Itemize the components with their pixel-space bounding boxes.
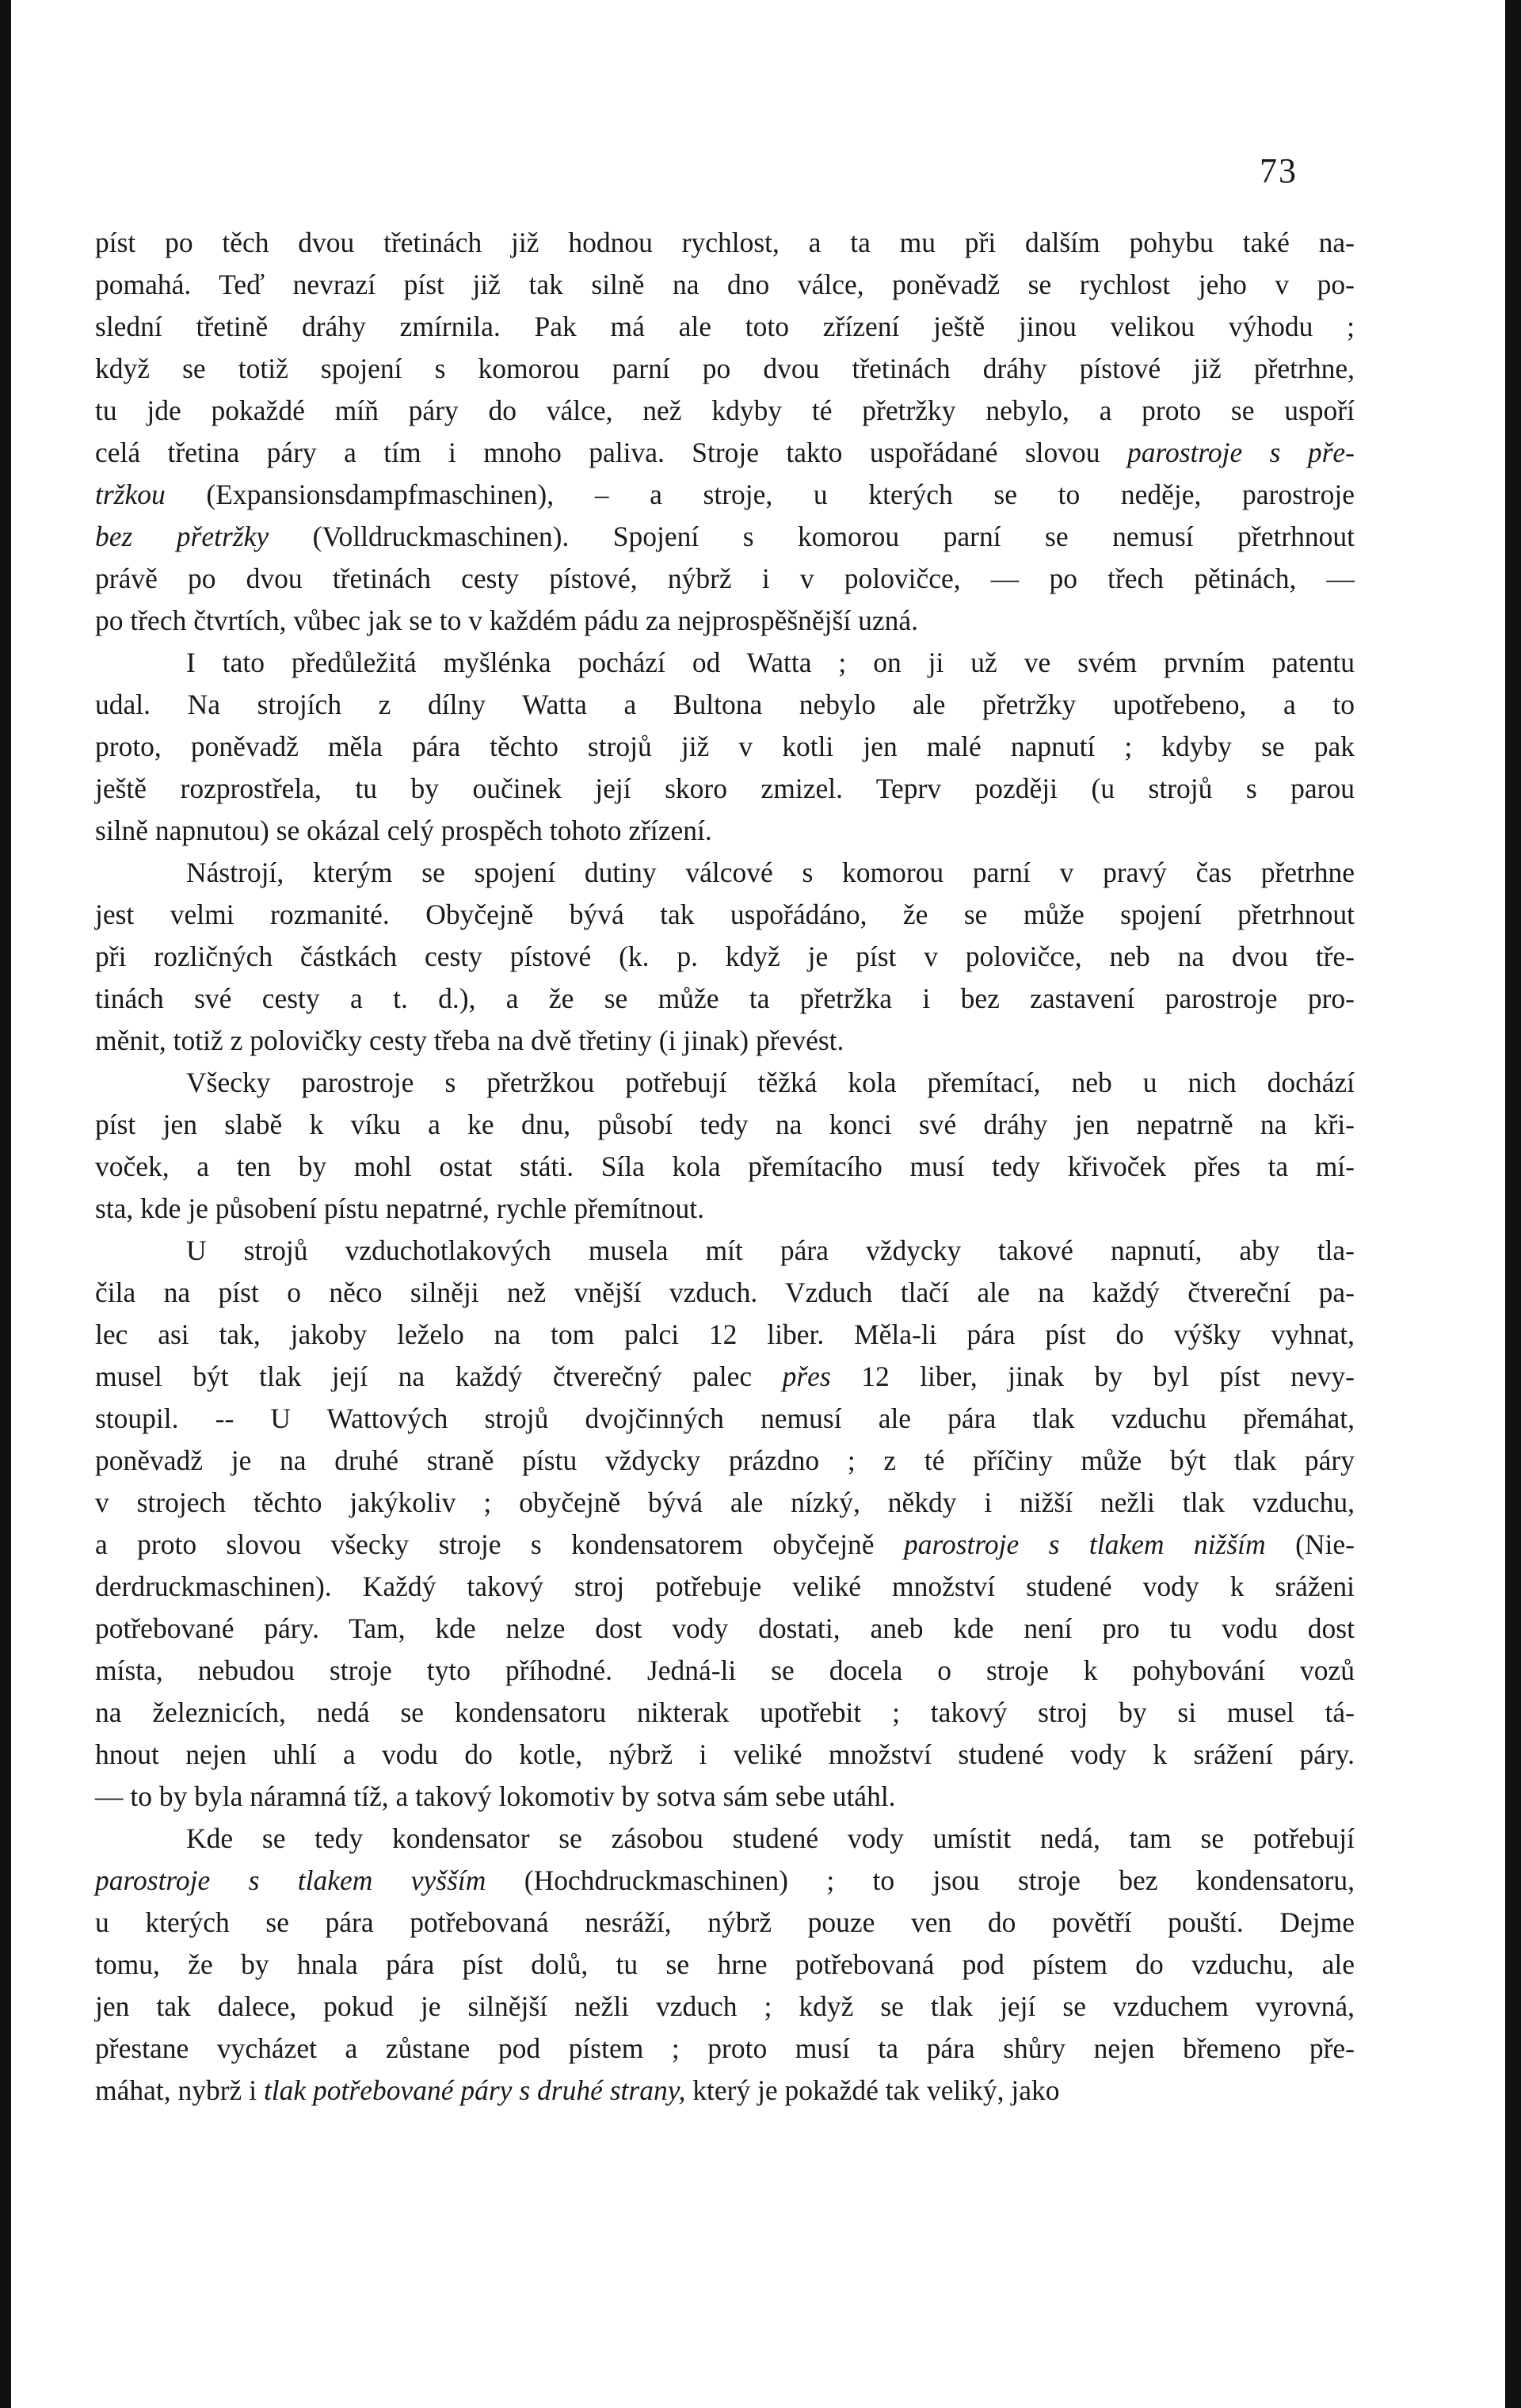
text-run: I tato předůležitá myšlénka pochází od Watta ; on ji už ve svém prvním patentu [186, 647, 1355, 678]
text-line [95, 1734, 1355, 1776]
text-run: hnout nejen uhlí a vodu do kotle, nýbrž i veliké množství studené vody k srážení páry. [95, 1738, 1355, 1770]
text-run: v strojech těchto jakýkoliv ; obyčejně bývá ale nízký, někdy i nižší nežli tlak vzduchu, [95, 1486, 1355, 1518]
text-line [95, 1188, 1355, 1230]
text-line [95, 978, 1355, 1020]
text-line [95, 1062, 1355, 1104]
text-run: (Volldruckmaschinen). Spojení s komorou parní se nemusí přetrhnout [269, 521, 1355, 552]
text-line [95, 1482, 1355, 1524]
text-line [95, 1398, 1355, 1440]
text-run: máhat, nybrž i [95, 2074, 264, 2106]
text-run: proto, poněvadž měla pára těchto strojů již v kotli jen malé napnutí ; kdyby se pak [95, 731, 1355, 762]
text-line [95, 474, 1355, 516]
text-line [95, 516, 1355, 558]
text-run: ještě rozprostřela, tu by oučinek její skoro zmizel. Teprv později (u strojů s parou [95, 773, 1355, 804]
italic-term: parostroje s tlakem nižším [903, 1528, 1266, 1560]
text-run: po třech čtvrtích, vůbec jak se to v každém pádu za nejprospěšnější uzná. [95, 605, 918, 636]
text-line [95, 768, 1355, 810]
text-line [95, 1608, 1355, 1650]
text-line [95, 1146, 1355, 1188]
text-run: — to by byla náramná tíž, a takový lokomotiv by sotva sám sebe utáhl. [95, 1780, 896, 1812]
text-run: voček, a ten by mohl ostat státi. Síla kola přemítacího musí tedy křivoček přes ta mí- [95, 1151, 1355, 1182]
text-line [95, 1272, 1355, 1314]
text-run: (Hochdruckmaschinen) ; to jsou stroje bez kondensatoru, [486, 1864, 1355, 1896]
text-run: U strojů vzduchotlakových musela mít pára vždycky takové napnutí, aby tla- [186, 1235, 1355, 1266]
text-run: slední třetině dráhy zmírnila. Pak má ale toto zřízení ještě jinou velikou výhodu ; [95, 311, 1355, 342]
text-line [95, 1650, 1355, 1692]
text-line [95, 642, 1355, 684]
text-run: píst jen slabě k víku a ke dnu, působí tedy na konci své dráhy jen nepatrně na kři- [95, 1109, 1355, 1140]
text-run: na železnicích, nedá se kondensatoru nikterak upotřebit ; takový stroj by si musel tá- [95, 1696, 1355, 1728]
text-run: lec asi tak, jakoby leželo na tom palci 12 liber. Měla-li pára píst do výšky vyhnat, [95, 1318, 1355, 1350]
text-line [95, 558, 1355, 600]
text-line [95, 306, 1355, 348]
text-run: tinách své cesty a t. d.), a že se může ta přetržka i bez zastavení parostroje pro- [95, 983, 1355, 1014]
text-run: silně napnutou) se okázal celý prospěch tohoto zřízení. [95, 815, 712, 846]
text-line [95, 390, 1355, 432]
text-run: derdruckmaschinen). Každý takový stroj potřebuje veliké množství studené vody k sráženi [95, 1570, 1355, 1602]
text-run: tu jde pokaždé míň páry do válce, než kdyby té přetržky nebylo, a proto se uspoří [95, 395, 1355, 426]
text-run: pomahá. Teď nevrazí píst již tak silně na dno válce, poněvadž se rychlost jeho v po- [95, 269, 1355, 300]
text-run: (Expansionsdampfmaschinen), – a stroje, u kterých se to neděje, parostroje [165, 479, 1355, 510]
text-line [95, 1860, 1355, 1902]
text-run: Všecky parostroje s přetržkou potřebují těžká kola přemítací, neb u nich dochází [186, 1067, 1355, 1098]
text-run: tomu, že by hnala pára píst dolů, tu se hrne potřebovaná pod pístem do vzduchu, ale [95, 1948, 1355, 1980]
text-line [95, 348, 1355, 390]
text-line [95, 1356, 1355, 1398]
text-line [95, 1020, 1355, 1062]
text-line [95, 1944, 1355, 1986]
text-line [95, 1566, 1355, 1608]
text-run: přestane vycházet a zůstane pod pístem ; proto musí ta pára shůry nejen břemeno pře- [95, 2032, 1355, 2064]
text-run: udal. Na strojích z dílny Watta a Bultona nebylo ale přetržky upotřebeno, a to [95, 689, 1355, 720]
text-line [95, 1818, 1355, 1860]
text-line [95, 600, 1355, 642]
text-line [95, 1524, 1355, 1566]
page-number: 73 [1260, 151, 1298, 190]
text-line [95, 936, 1355, 978]
text-run: poněvadž je na druhé straně pístu vždycky prázdno ; z té příčiny může být tlak páry [95, 1444, 1355, 1476]
text-run: 12 liber, jinak by byl píst nevy- [830, 1360, 1355, 1392]
italic-term: tlak potřebované páry s druhé strany, [263, 2074, 686, 2106]
body-text [95, 222, 1355, 2112]
text-run: (Nie- [1265, 1528, 1355, 1560]
text-run: čila na píst o něco silněji než vnější vzduch. Vzduch tlačí ale na každý čtvereční pa- [95, 1277, 1355, 1308]
text-line [95, 432, 1355, 474]
text-run: píst po těch dvou třetinách již hodnou rychlost, a ta mu při dalším pohybu také na- [95, 227, 1355, 258]
text-line [95, 1776, 1355, 1818]
text-run: při rozličných částkách cesty pístové (k. p. když je píst v polovičce, neb na dvou tře- [95, 941, 1355, 972]
text-run: měnit, totiž z polovičky cesty třeba na dvě třetiny (i jinak) převést. [95, 1025, 844, 1056]
text-line [95, 1692, 1355, 1734]
text-run: u kterých se pára potřebovaná nesráží, nýbrž pouze ven do povětří pouští. Dejme [95, 1906, 1355, 1938]
italic-term: parostroje s pře- [1126, 437, 1355, 468]
text-run: a proto slovou všecky stroje s kondensatorem obyčejně [95, 1528, 904, 1560]
text-run: musel být tlak její na každý čtverečný palec [95, 1360, 783, 1392]
text-line [95, 810, 1355, 852]
text-line [95, 1902, 1355, 1944]
italic-term: přes [782, 1360, 831, 1392]
text-line [95, 222, 1355, 264]
text-line [95, 1230, 1355, 1272]
text-run: právě po dvou třetinách cesty pístové, nýbrž i v polovičce, — po třech pětinách, — [95, 563, 1355, 594]
text-run: jest velmi rozmanité. Obyčejně bývá tak uspořádáno, že se může spojení přetrhnout [95, 899, 1355, 930]
text-line [95, 894, 1355, 936]
scan-border-right [1505, 0, 1521, 2408]
text-run: který je pokaždé tak veliký, jako [685, 2074, 1060, 2106]
text-run: stoupil. -- U Wattových strojů dvojčinných nemusí ale pára tlak vzduchu přemáhat, [95, 1402, 1355, 1434]
italic-term: bez přetržky [95, 521, 269, 552]
text-line [95, 1314, 1355, 1356]
text-run: celá třetina páry a tím i mnoho paliva. Stroje takto uspořádané slovou [95, 437, 1127, 468]
text-line [95, 726, 1355, 768]
italic-term: parostroje s tlakem vyšším [95, 1864, 486, 1896]
text-line [95, 1440, 1355, 1482]
text-line [95, 684, 1355, 726]
text-line [95, 1986, 1355, 2028]
text-run: místa, nebudou stroje tyto příhodné. Jedná-li se docela o stroje k pohybování vozů [95, 1654, 1355, 1686]
text-run: sta, kde je působení pístu nepatrné, rychle přemítnout. [95, 1193, 704, 1224]
text-run: jen tak dalece, pokud je silnější nežli vzduch ; když se tlak její se vzduchem vyrovná, [95, 1990, 1355, 2022]
text-run: Kde se tedy kondensator se zásobou studené vody umístit nedá, tam se potřebují [186, 1822, 1355, 1854]
text-line [95, 264, 1355, 306]
text-run: potřebované páry. Tam, kde nelze dost vody dostati, aneb kde není pro tu vodu dost [95, 1612, 1355, 1644]
text-line [95, 2070, 1355, 2112]
italic-term: tržkou [95, 479, 166, 510]
text-line [95, 2028, 1355, 2070]
text-line [95, 1104, 1355, 1146]
text-line [95, 852, 1355, 894]
text-run: Nástrojí, kterým se spojení dutiny válcové s komorou parní v pravý čas přetrhne [186, 857, 1355, 888]
text-run: když se totiž spojení s komorou parní po dvou třetinách dráhy pístové již přetrhne, [95, 353, 1355, 384]
scan-border-left [0, 0, 11, 2408]
